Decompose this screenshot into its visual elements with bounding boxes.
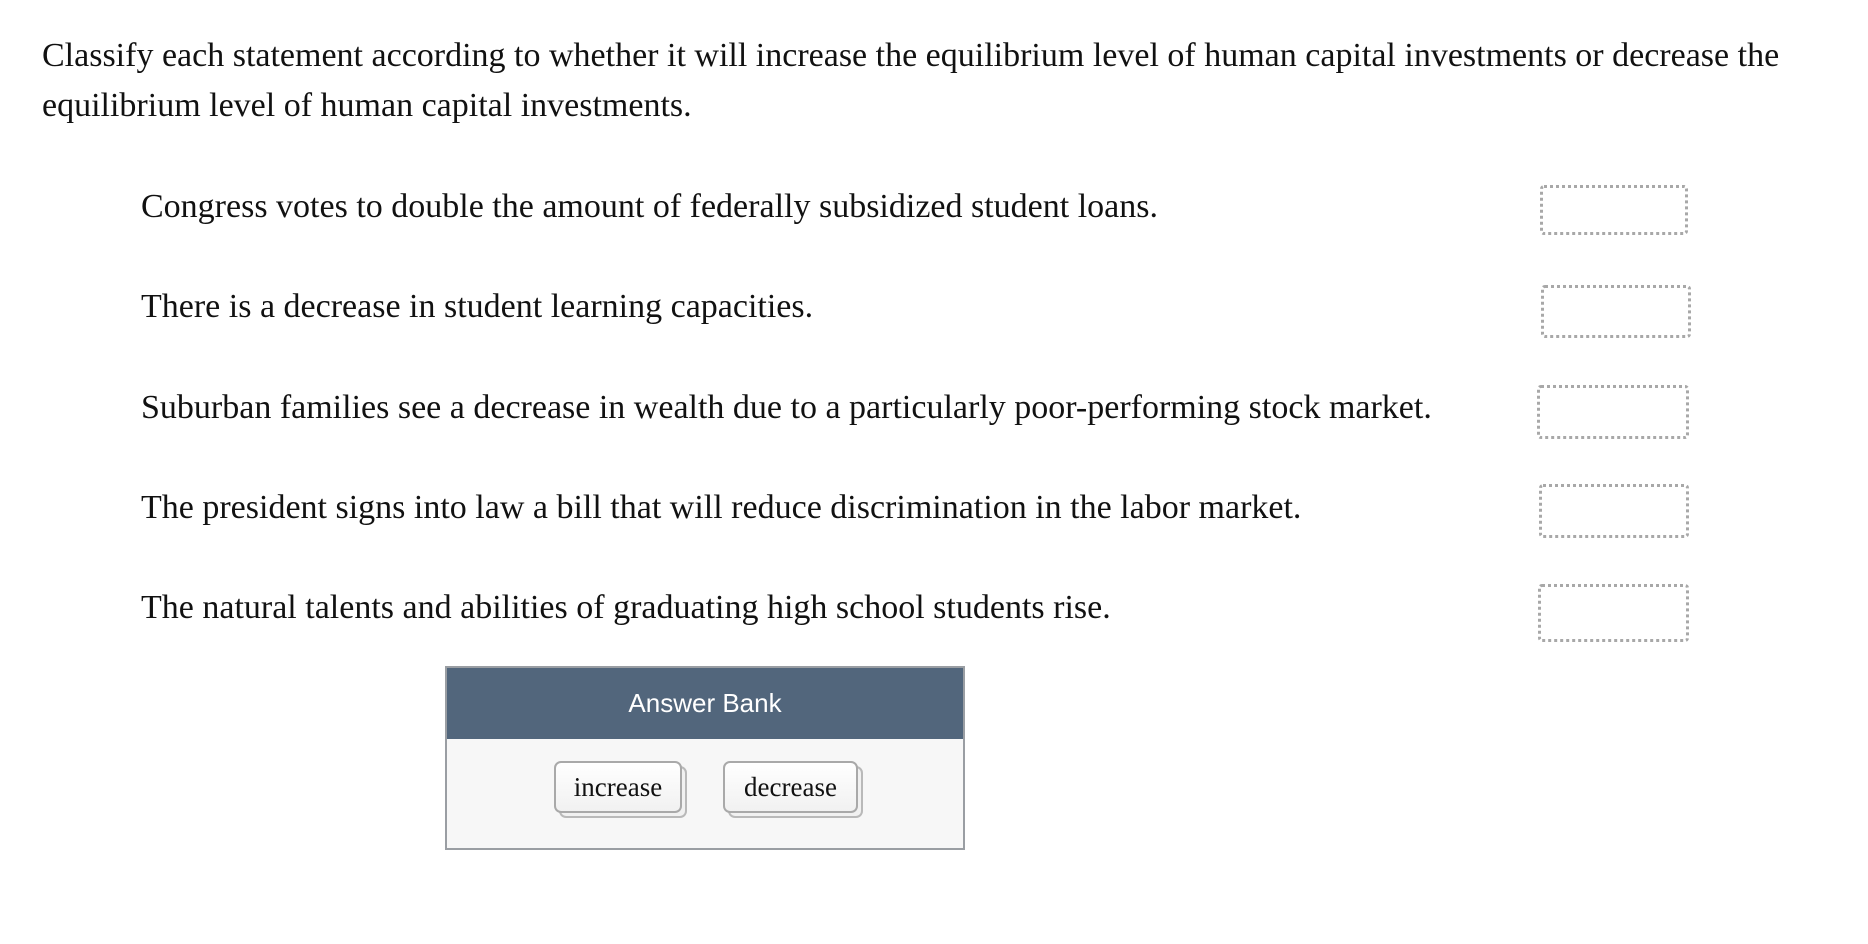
answer-tile-decrease[interactable]: decrease: [723, 761, 858, 813]
increase-tile-stack: [554, 761, 682, 813]
question-instructions: Classify each statement according to whether it will increase the equilibrium level of human capital investments or decrease the equilibrium level of human capital investments.: [42, 37, 1780, 124]
decrease-tile-stack: [723, 761, 858, 813]
answer-bank: [445, 666, 965, 850]
answer-tile-increase[interactable]: increase: [554, 761, 682, 813]
drop-target-2[interactable]: [1541, 285, 1691, 338]
statement-text: Congress votes to double the amount of federally subsidized student loans.: [141, 188, 1158, 225]
statement-row: [141, 177, 1701, 237]
statement-row: [141, 277, 1701, 337]
answer-bank-title: Answer Bank: [447, 668, 963, 739]
statement-text: There is a decrease in student learning capacities.: [141, 288, 814, 325]
drop-target-1[interactable]: [1540, 185, 1688, 235]
statement-text: Suburban families see a decrease in wealth due to a particularly poor-performing stock market.: [141, 389, 1432, 426]
statement-text: The natural talents and abilities of graduating high school students rise.: [141, 589, 1111, 626]
drop-target-4[interactable]: [1539, 484, 1689, 538]
drop-target-5[interactable]: [1538, 584, 1689, 642]
statement-row: [141, 378, 1701, 438]
statement-row: [141, 478, 1701, 538]
statement-text: The president signs into law a bill that will reduce discrimination in the labor market.: [141, 489, 1302, 526]
statement-row: [141, 578, 1701, 638]
drop-target-3[interactable]: [1537, 385, 1689, 439]
answer-bank-body: [447, 739, 963, 848]
